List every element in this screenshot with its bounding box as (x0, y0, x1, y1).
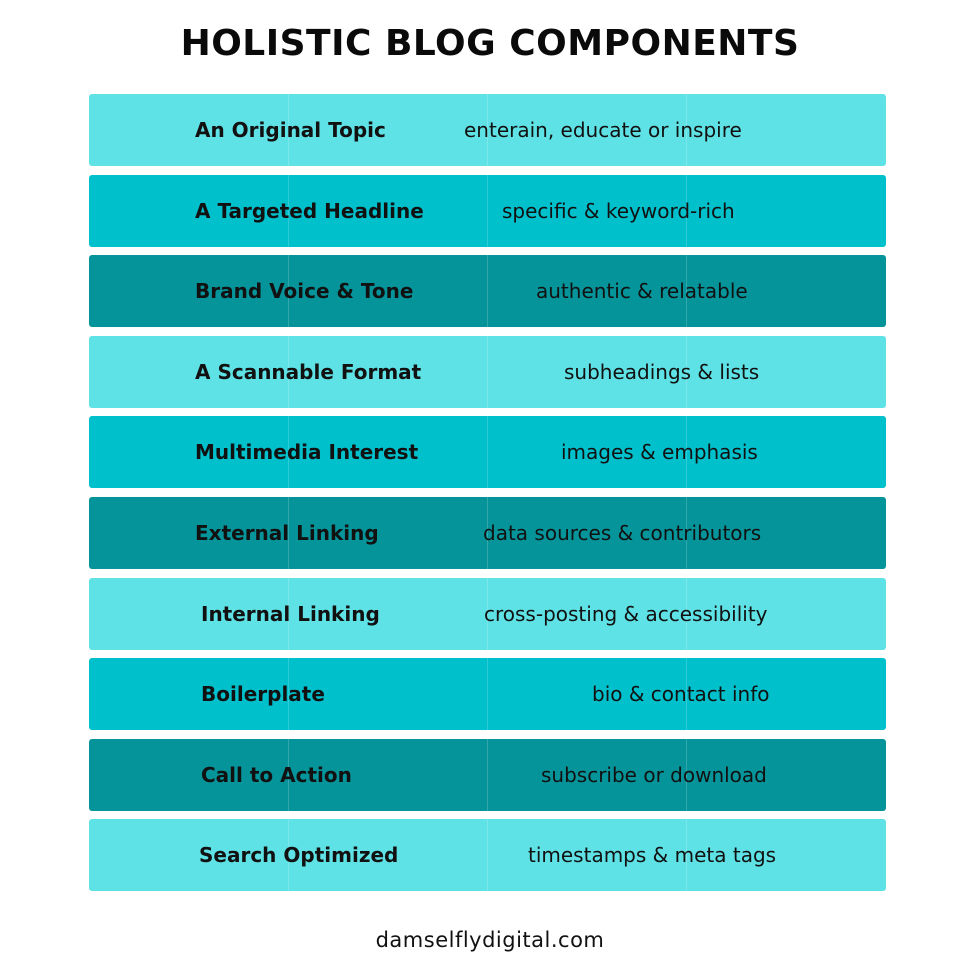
list-item (89, 175, 886, 247)
list-item (89, 497, 886, 569)
component-description: specific & keyword-rich (502, 198, 735, 223)
component-label: Boilerplate (201, 682, 325, 707)
component-description: bio & contact info (592, 682, 770, 707)
list-item (89, 578, 886, 650)
component-label: Brand Voice & Tone (195, 279, 414, 304)
component-label: Multimedia Interest (195, 440, 419, 465)
list-item (89, 94, 886, 166)
component-label: A Targeted Headline (195, 198, 424, 223)
list-item (89, 416, 886, 488)
list-item (89, 336, 886, 408)
component-label: A Scannable Format (195, 359, 422, 384)
component-description: timestamps & meta tags (528, 843, 777, 868)
list-item (89, 819, 886, 891)
component-label: Call to Action (201, 762, 352, 787)
component-description: authentic & relatable (536, 279, 748, 304)
component-label: Internal Linking (201, 601, 380, 626)
list-item (89, 658, 886, 730)
component-description: enterain, educate or inspire (464, 118, 742, 142)
component-description: subheadings & lists (564, 359, 760, 384)
component-label: An Original Topic (195, 118, 386, 142)
component-description: data sources & contributors (483, 520, 762, 545)
component-label: External Linking (195, 520, 379, 545)
component-label: Search Optimized (199, 843, 399, 868)
component-description: subscribe or download (541, 762, 767, 787)
component-description: images & emphasis (561, 440, 758, 465)
footer-website: damselflydigital.com (375, 928, 605, 952)
list-item (89, 255, 886, 327)
list-item (89, 739, 886, 811)
components-list (89, 94, 886, 900)
component-description: cross-posting & accessibility (484, 601, 768, 626)
page-title: HOLISTIC BLOG COMPONENTS (180, 23, 800, 64)
